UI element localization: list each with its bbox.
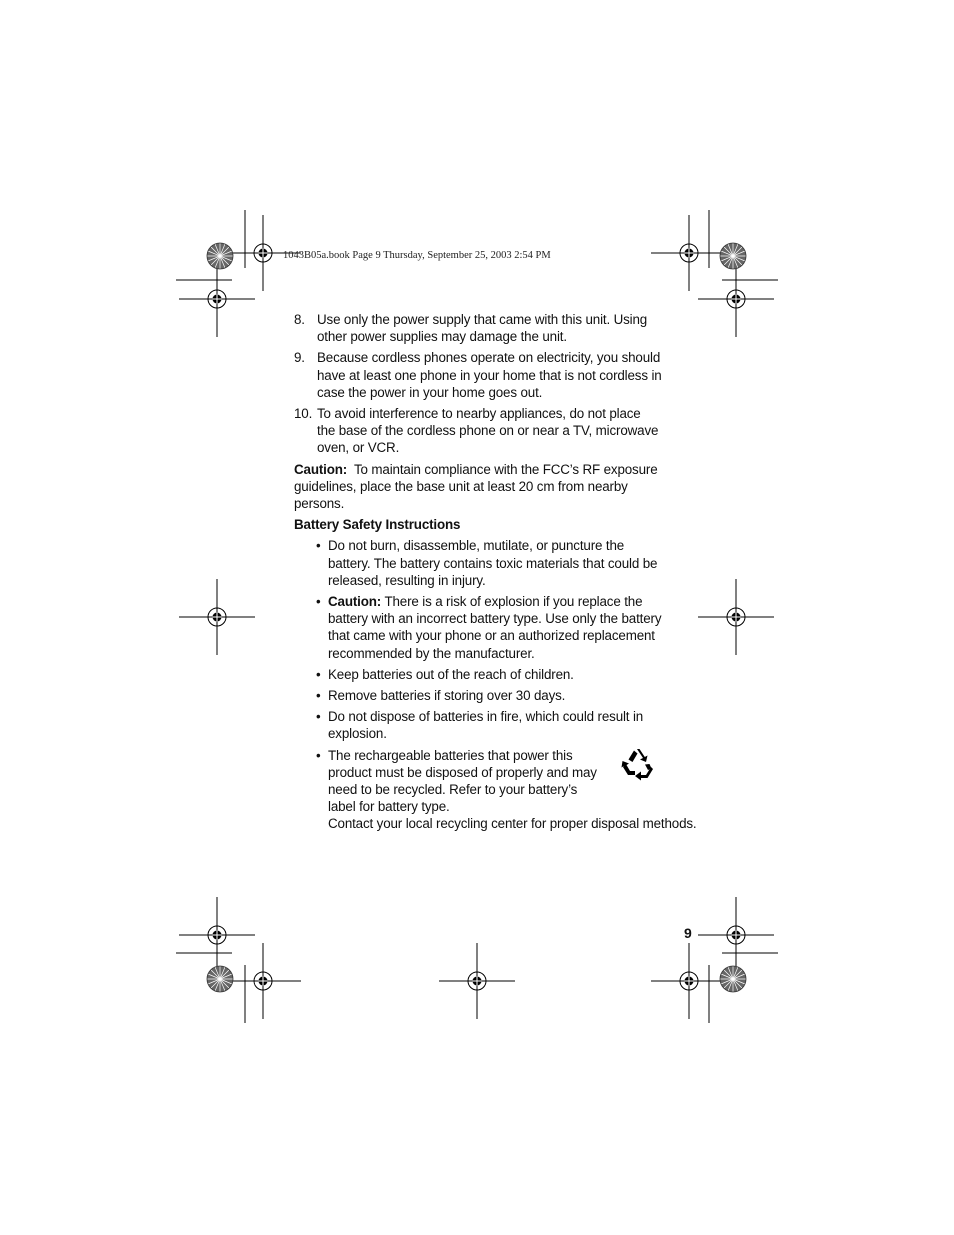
list-item <box>316 593 662 662</box>
numbered-item-9 <box>294 349 662 401</box>
list-item <box>316 687 662 704</box>
bullet-dot: • <box>316 709 321 725</box>
page-content <box>294 311 697 837</box>
bullet-dot: • <box>316 594 321 610</box>
bullet-text-last-line: Contact your local recycling center for proper disposal methods. <box>328 816 697 832</box>
bullet-dot: • <box>316 688 321 704</box>
bullet-text: Do not burn, disassemble, mutilate, or puncture the battery. The battery contains toxic materials that could be released, resulting in injury. <box>328 538 658 588</box>
bullet-content <box>328 747 697 833</box>
numbered-item-10 <box>294 405 662 457</box>
caution-label: Caution: <box>328 594 382 610</box>
list-item-recycling <box>316 747 697 833</box>
bullet-dot: • <box>316 666 321 682</box>
item-number: 10. <box>294 406 313 422</box>
battery-safety-list <box>316 537 697 832</box>
item-number: 8. <box>294 312 305 327</box>
list-item <box>316 537 662 589</box>
item-text: To avoid interference to nearby appliances, do not place the base of the cordless phone on or near a TV, microwave oven, or VCR. <box>317 406 659 456</box>
bullet-text: There is a risk of explosion if you replace the battery with an incorrect battery type. Use only the battery that came with your phone or an authorized replacement recommended by the manufacturer. <box>328 594 662 661</box>
numbered-item-8 <box>294 311 662 345</box>
bullet-text: Do not dispose of batteries in fire, which could result in explosion. <box>328 709 644 742</box>
item-text: Use only the power supply that came with this unit. Using other power supplies may damage the unit. <box>317 312 648 345</box>
recycle-icon <box>620 747 654 781</box>
caution-label: Caution: <box>294 461 348 477</box>
bullet-text: Keep batteries out of the reach of children. <box>328 666 574 682</box>
bullet-dot: • <box>316 538 321 554</box>
page-number: 9 <box>684 925 692 941</box>
bullet-content <box>328 593 662 662</box>
caution-text: To maintain compliance with the FCC’s RF exposure guidelines, place the base unit at least 20 cm from nearby persons. <box>294 461 658 512</box>
item-number: 9. <box>294 350 305 366</box>
bullet-text: The rechargeable batteries that power this product must be disposed of properly and may need to be recycled. Refer to your battery’s label for battery type. <box>328 747 597 815</box>
bullet-text: Remove batteries if storing over 30 days. <box>328 688 566 704</box>
item-text: Because cordless phones operate on electricity, you should have at least one phone in your home that is not cordless in case the power in your home goes out. <box>317 350 662 400</box>
print-info-header: 1043B05a.book Page 9 Thursday, September 25, 2003 2:54 PM <box>283 250 551 261</box>
list-item <box>316 708 662 742</box>
list-item <box>316 666 662 683</box>
battery-safety-heading: Battery Safety Instructions <box>294 517 461 533</box>
caution-note <box>294 461 662 513</box>
bullet-dot: • <box>316 747 321 763</box>
